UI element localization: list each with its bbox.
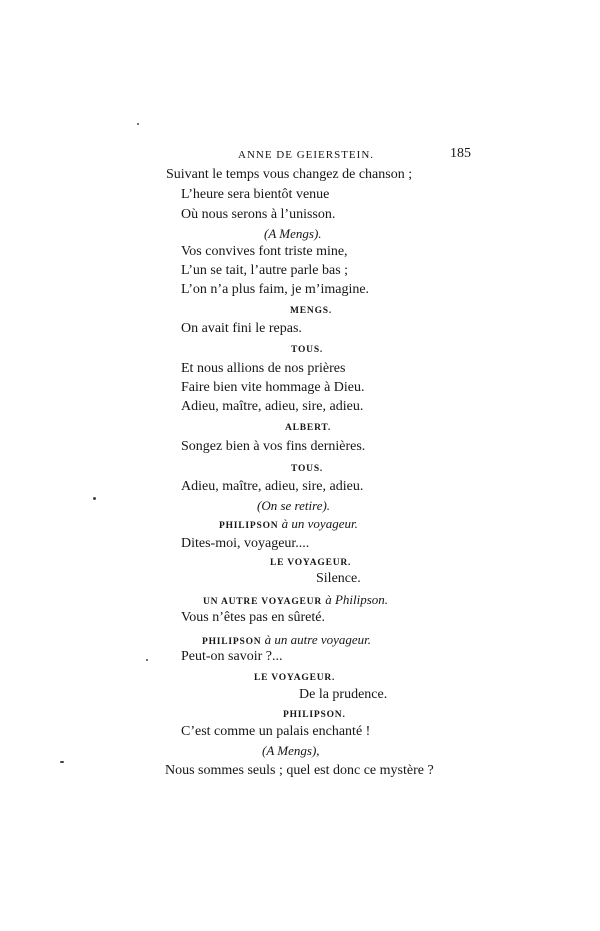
verse-line: L’un se tait, l’autre parle bas ; xyxy=(181,263,349,278)
stage-direction: (A Mengs). xyxy=(264,226,322,241)
verse-line: L’on n’a plus faim, je m’imagine. xyxy=(181,282,370,297)
speaker-with-direction: PHILIPSON à un autre voyageur. xyxy=(202,632,372,647)
paper-speck xyxy=(60,761,64,763)
stage-direction: (On se retire). xyxy=(257,498,331,513)
verse-line: Vous n’êtes pas en sûreté. xyxy=(181,610,325,625)
paper-speck xyxy=(93,497,96,500)
verse-line: On avait fini le repas. xyxy=(181,321,302,336)
paper-speck xyxy=(146,659,148,661)
verse-line: Faire bien vite hommage à Dieu. xyxy=(181,380,365,395)
speaker-with-direction: PHILIPSON à un voyageur. xyxy=(219,516,358,531)
speaker-name: LE VOYAGEUR. xyxy=(270,558,352,568)
speaker-name: MENGS. xyxy=(290,306,333,316)
verse-line: Adieu, maître, adieu, sire, adieu. xyxy=(181,479,364,494)
verse-line: Suivant le temps vous changez de chanson ; xyxy=(166,167,413,182)
speaker-name: LE VOYAGEUR. xyxy=(254,673,336,683)
speaker-name: TOUS. xyxy=(291,345,324,355)
verse-line: C’est comme un palais enchanté ! xyxy=(181,724,371,739)
verse-line: Silence. xyxy=(316,571,361,586)
verse-line: De la prudence. xyxy=(299,687,388,702)
verse-line: Et nous allions de nos prières xyxy=(181,361,346,376)
paper-speck xyxy=(137,123,139,125)
stage-direction: (A Mengs), xyxy=(262,743,320,758)
speaker-with-direction: UN AUTRE VOYAGEUR à Philipson. xyxy=(203,592,389,607)
speaker-name: PHILIPSON. xyxy=(283,710,346,720)
running-title: ANNE DE GEIERSTEIN. xyxy=(238,149,375,161)
verse-line: Adieu, maître, adieu, sire, adieu. xyxy=(181,399,364,414)
speaker-name: ALBERT. xyxy=(285,423,332,433)
verse-line: Dites-moi, voyageur.... xyxy=(181,536,310,551)
verse-line: Où nous serons à l’unisson. xyxy=(181,207,336,222)
verse-line: Nous sommes seuls ; quel est donc ce mystère ? xyxy=(165,763,434,778)
verse-line: Vos convives font triste mine, xyxy=(181,244,348,259)
page-number: 185 xyxy=(450,146,471,161)
verse-line: L’heure sera bientôt venue xyxy=(181,187,330,202)
speaker-name: TOUS. xyxy=(291,464,324,474)
verse-line: Peut-on savoir ?... xyxy=(181,649,283,664)
verse-line: Songez bien à vos fins dernières. xyxy=(181,439,366,454)
